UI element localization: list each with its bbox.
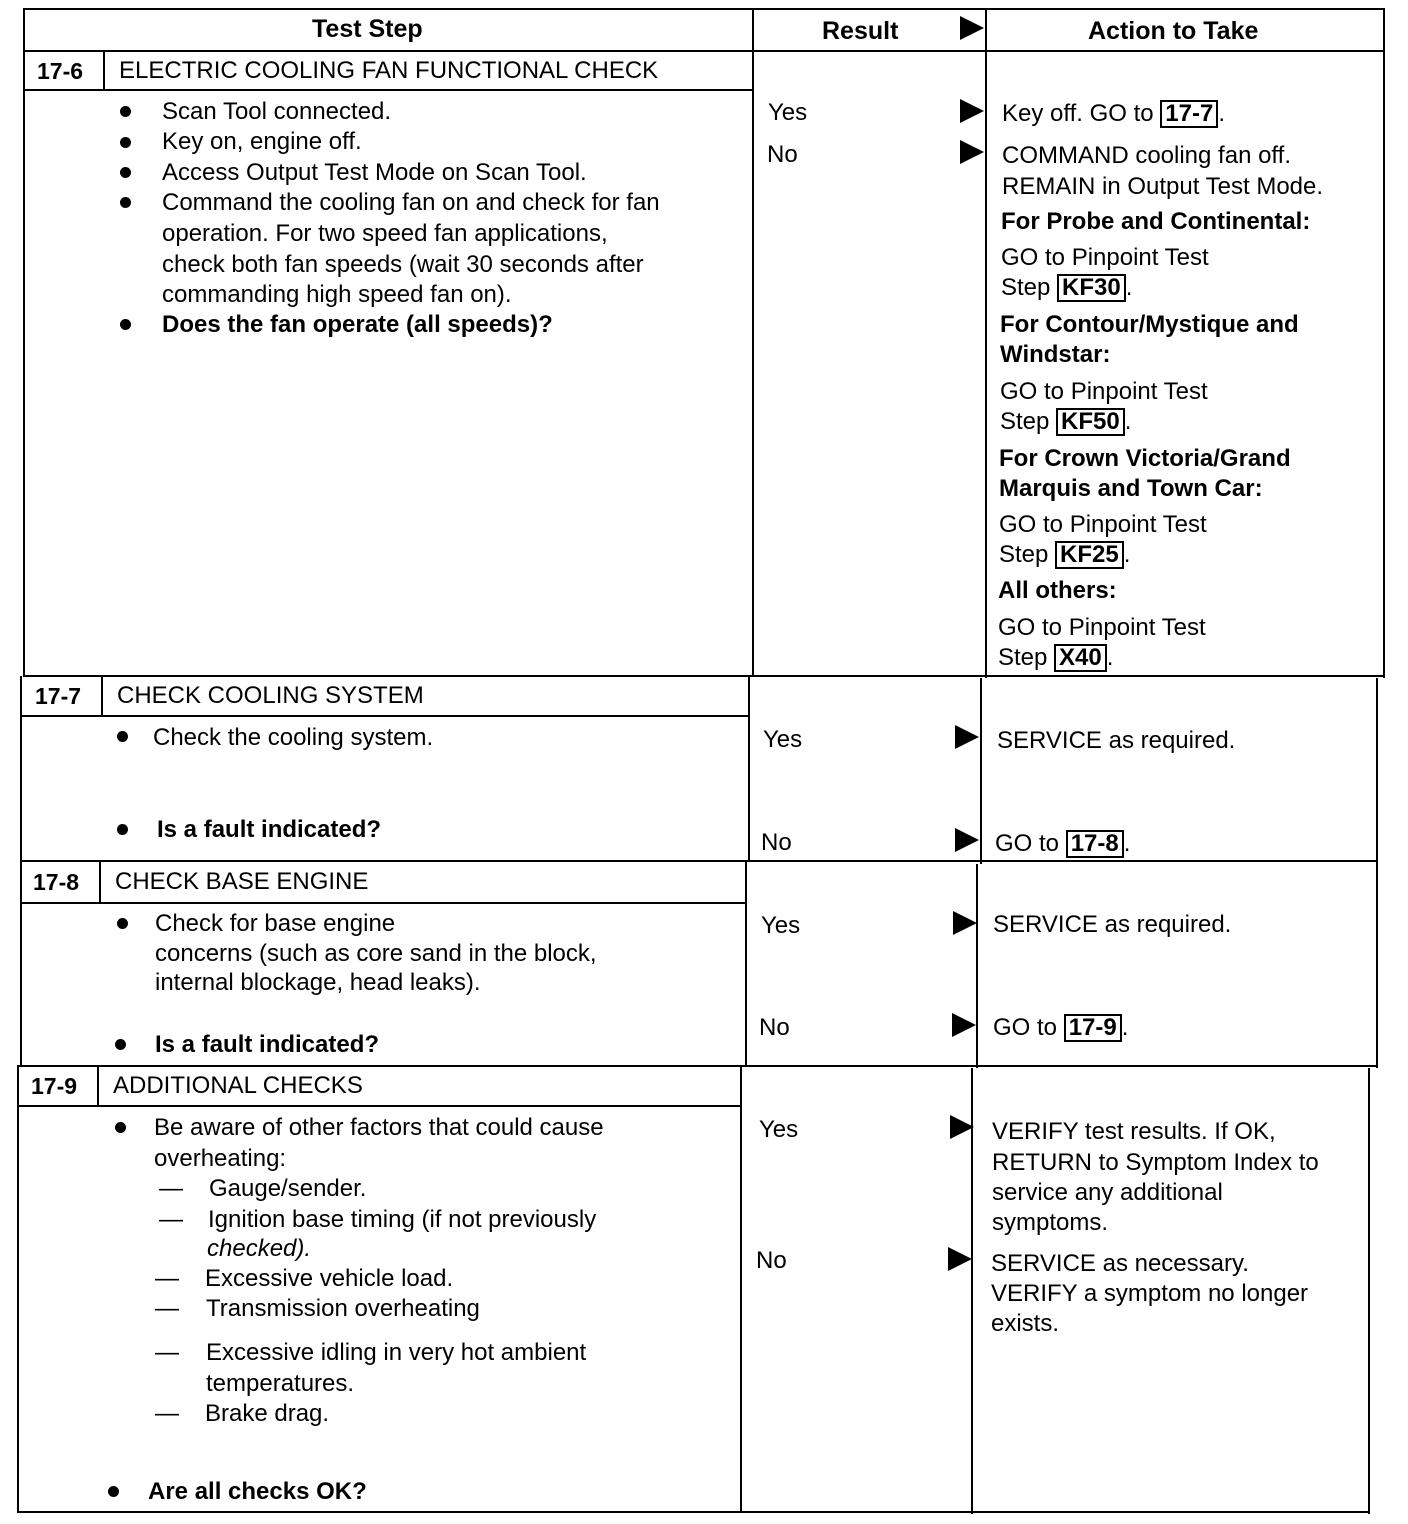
action-text-end: . [1123,541,1131,568]
action-yes-line: RETURN to Symptom Index to [992,1149,1319,1176]
action-column-divider [980,678,982,864]
step-question: Is a fault indicated? [157,816,382,843]
result-no: No [767,141,798,168]
table-bottom-border [17,1511,1370,1513]
header-action: Action to Take [1088,17,1259,45]
step-bullet-continued: operation. For two speed fan applications, [162,220,608,247]
step-number-divider [97,1066,99,1106]
step-bullet: Check the cooling system. [153,724,434,751]
action-no-line: SERVICE as necessary. [991,1250,1249,1277]
result-yes: Yes [761,912,801,939]
dash-marker: — [159,1206,183,1233]
action-no-line: COMMAND cooling fan off. [1002,142,1291,169]
dash-item: Ignition base timing (if not previously [208,1206,597,1233]
action-yes [1002,99,1225,129]
step-question: Does the fan operate (all speeds)? [162,311,553,338]
step-divider [20,860,1378,862]
step-ref-box: 17-8 [1066,830,1124,858]
action-yes: SERVICE as required. [993,911,1232,938]
action-column-divider [976,864,978,1068]
step-bullet-continued: check both fan speeds (wait 30 seconds after [162,251,644,278]
result-arrow-icon [948,1247,972,1271]
step-bullet-continued: internal blockage, head leaks). [155,969,481,996]
action-no-line: exists. [991,1310,1060,1337]
result-arrow-icon [955,725,979,749]
result-arrow-icon [952,1013,976,1037]
step-bullet: Scan Tool connected. [162,98,392,125]
result-arrow-icon [960,99,984,123]
dash-item: Gauge/sender. [209,1175,367,1202]
action-no [993,1013,1128,1043]
step-title-underline [20,902,747,904]
bullet-icon [117,918,128,929]
step-bullet-continued: overheating: [154,1145,287,1172]
step-number-divider [99,862,101,903]
dash-marker: — [155,1400,179,1427]
vehicle-group-heading: Windstar: [1000,341,1111,368]
step-number: 17-6 [37,58,84,84]
bullet-icon [115,1039,126,1050]
pinpoint-step [1001,273,1132,303]
step-divider [23,675,1385,677]
step-title: CHECK BASE ENGINE [115,868,369,895]
pinpoint-go: GO to Pinpoint Test [1001,244,1209,271]
step-title-underline [20,715,750,717]
result-arrow-icon [953,911,977,935]
vehicle-group-heading: For Crown Victoria/Grand [999,445,1291,472]
action-text: GO to [993,1014,1064,1041]
pinpoint-step-label: Step [1000,408,1057,435]
action-no-line: VERIFY a symptom no longer [991,1280,1309,1307]
result-arrow-icon [955,828,979,852]
result-yes: Yes [763,726,803,753]
vehicle-group-heading: For Probe and Continental: [1001,208,1311,235]
dash-item: Transmission overheating [206,1295,480,1322]
step-title-underline [23,89,753,91]
result-yes: Yes [759,1116,799,1143]
bullet-icon [120,167,131,178]
pinpoint-step-label: Step [1001,274,1058,301]
pinpoint-step-label: Step [999,541,1056,568]
bullet-icon [117,731,128,742]
result-yes: Yes [768,99,808,126]
dash-marker: — [159,1175,183,1202]
pinpoint-step [1000,407,1131,437]
step-bullet-continued: concerns (such as core sand in the block, [155,940,597,967]
result-column-divider [748,676,750,862]
pinpoint-step-label: Step [998,644,1055,671]
pinpoint-go: GO to Pinpoint Test [999,511,1207,538]
bullet-icon [120,319,131,330]
step-ref-box: 17-9 [1064,1014,1122,1042]
step-number-divider [101,676,103,716]
action-text: GO to [995,830,1066,857]
step-number-divider [103,50,105,90]
dash-item: Excessive idling in very hot ambient [206,1339,587,1366]
step-number: 17-8 [33,869,80,895]
dash-item-continued: temperatures. [206,1370,355,1397]
table-right-border [1376,678,1378,1068]
table-left-border [17,1066,19,1512]
action-text-end: . [1123,830,1131,857]
action-no [995,829,1130,859]
step-title: ELECTRIC COOLING FAN FUNCTIONAL CHECK [119,57,659,84]
action-no-line: REMAIN in Output Test Mode. [1002,173,1324,200]
step-bullet-continued: commanding high speed fan on). [162,281,512,308]
bullet-icon [108,1486,119,1497]
action-text-end: . [1125,274,1133,301]
step-ref-box: 17-7 [1160,100,1218,128]
table-top-border [24,8,1384,10]
result-no: No [756,1247,787,1274]
dash-marker: — [155,1339,179,1366]
dash-item: Brake drag. [205,1400,330,1427]
action-text-end: . [1121,1014,1129,1041]
vehicle-group-heading: All others: [998,577,1117,604]
action-yes-line: symptoms. [992,1209,1109,1236]
bullet-icon [120,106,131,117]
step-question: Are all checks OK? [148,1478,367,1505]
vehicle-group-heading: For Contour/Mystique and [1000,311,1299,338]
result-arrow-icon [950,1115,974,1139]
table-right-border [1383,8,1385,678]
step-number: 17-7 [35,683,82,709]
header-arrow-icon [960,16,984,40]
result-column-divider [740,1066,742,1512]
dash-item-continued: checked). [207,1235,312,1262]
vehicle-group-heading: Marquis and Town Car: [999,475,1263,502]
action-text-end: . [1106,644,1114,671]
pinpoint-step [998,643,1113,673]
step-ref-box: KF30 [1057,274,1126,302]
table-left-border [23,8,25,676]
pinpoint-go: GO to Pinpoint Test [998,614,1206,641]
action-yes: SERVICE as required. [997,727,1236,754]
bullet-icon [117,824,128,835]
step-title-underline [17,1105,742,1107]
step-ref-box: X40 [1054,644,1107,672]
step-bullet: Command the cooling fan on and check for fan [162,189,660,216]
table-left-border [20,676,22,1066]
step-title: ADDITIONAL CHECKS [113,1072,363,1099]
result-arrow-icon [960,140,984,164]
action-yes-line: VERIFY test results. If OK, [992,1118,1276,1145]
action-text-end: . [1218,100,1226,127]
pinpoint-step [999,540,1130,570]
step-bullet: Check for base engine [155,910,396,937]
step-ref-box: KF25 [1055,541,1124,569]
bullet-icon [120,197,131,208]
step-bullet: Be aware of other factors that could cause [154,1114,604,1141]
bullet-icon [115,1122,126,1133]
result-column-divider [745,862,747,1066]
bullet-icon [120,137,131,148]
header-result: Result [822,17,899,45]
step-title: CHECK COOLING SYSTEM [117,682,424,709]
action-text-end: . [1124,408,1132,435]
result-no: No [761,829,792,856]
step-bullet: Access Output Test Mode on Scan Tool. [162,159,587,186]
action-text: Key off. GO to [1002,100,1161,127]
result-column-divider [752,8,754,676]
step-bullet: Key on, engine off. [162,128,362,155]
action-yes-line: service any additional [992,1179,1223,1206]
dash-marker: — [155,1295,179,1322]
header-divider [24,50,1384,52]
header-test-step: Test Step [312,15,423,43]
action-column-divider [985,8,987,678]
step-ref-box: KF50 [1056,408,1125,436]
step-question: Is a fault indicated? [155,1031,380,1058]
pinpoint-go: GO to Pinpoint Test [1000,378,1208,405]
result-no: No [759,1014,790,1041]
step-number: 17-9 [31,1073,78,1099]
step-divider [17,1065,1378,1067]
dash-item: Excessive vehicle load. [205,1265,454,1292]
table-right-border [1368,1068,1370,1514]
dash-marker: — [155,1265,179,1292]
